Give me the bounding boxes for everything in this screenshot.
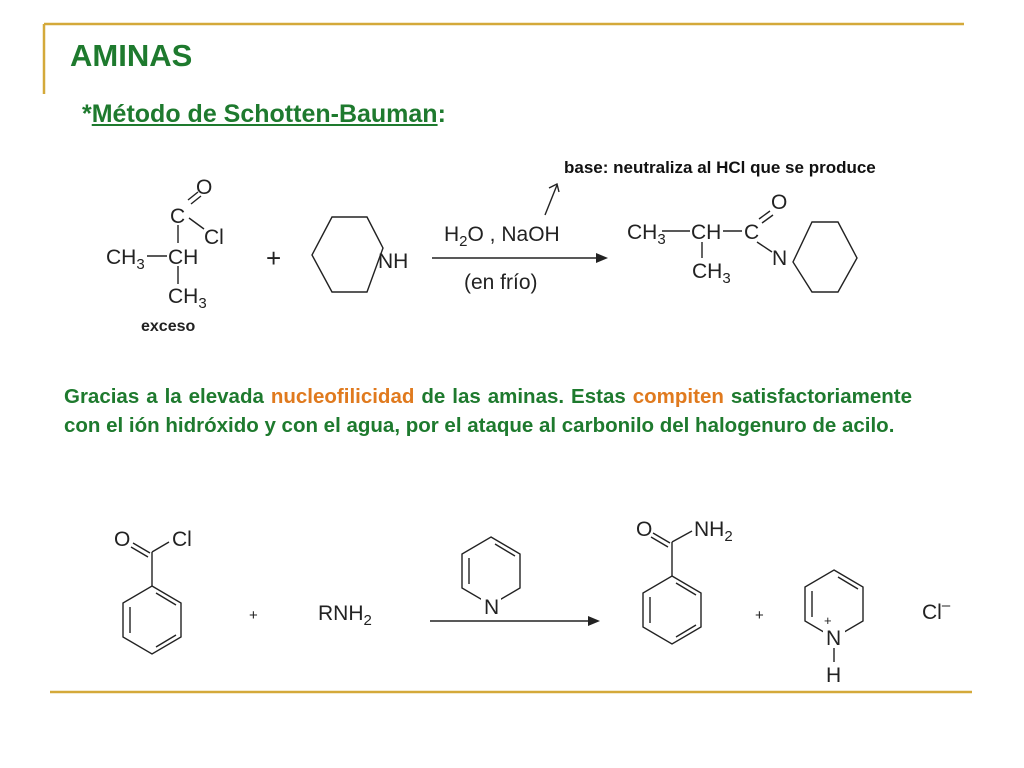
a-co-double-b xyxy=(651,537,668,547)
rnh2-sub: 2 xyxy=(363,612,372,629)
pyridinium-h-label: H xyxy=(826,664,842,687)
chloride-charge: – xyxy=(941,597,951,614)
cond-rest: O , NaOH xyxy=(467,223,560,246)
r1-plus: + xyxy=(266,243,282,273)
slide-title: AMINAS xyxy=(70,38,193,73)
r2-cl-label: Cl xyxy=(172,528,192,551)
r1-ch3-bottom-sub: 3 xyxy=(198,295,207,312)
r1-ch3-bottom-main: CH xyxy=(168,285,199,308)
para-text-3: satisfactoriamente con el ión hidróxido y con el agua, por el ataque al carbonilo del halogenuro de acilo. xyxy=(64,385,913,437)
pyridinium-charge: + xyxy=(824,613,832,628)
nh2-label xyxy=(694,518,733,545)
chloride-label xyxy=(922,597,951,624)
r1-ch-label: CH xyxy=(168,246,199,269)
reaction-arrow-2-head xyxy=(588,616,600,626)
p-c-label: C xyxy=(744,221,760,244)
subtitle-prefix: * xyxy=(82,100,92,128)
r1-c-label: C xyxy=(170,205,186,228)
para-text-1: Gracias a la elevada xyxy=(64,385,271,408)
p-ch3-bottom-main: CH xyxy=(692,260,723,283)
subtitle-suffix: : xyxy=(437,100,446,128)
rnh2-main: RNH xyxy=(318,602,364,625)
r1-cl-label: Cl xyxy=(204,226,224,249)
b-co-double-b xyxy=(131,547,148,557)
para-highlight-2: compiten xyxy=(632,385,724,408)
r1-condition-2: (en frío) xyxy=(464,271,538,294)
excess-label: exceso xyxy=(141,318,196,335)
rnh2-label xyxy=(318,602,372,629)
cond-h: H xyxy=(444,223,460,246)
cond-h-sub: 2 xyxy=(459,233,468,250)
r1-o-label: O xyxy=(196,176,213,199)
benzene-ring-1 xyxy=(123,586,181,654)
nh2-main: NH xyxy=(694,518,725,541)
piperidine-nh: NH xyxy=(378,250,409,273)
r2-plus-1: + xyxy=(249,607,258,624)
r2-amide-o: O xyxy=(636,518,653,541)
p-ch-label: CH xyxy=(691,221,722,244)
para-text-2: de las aminas. Estas xyxy=(414,385,633,408)
subtitle-main: Método de Schotten-Bauman xyxy=(91,100,438,128)
b-c-cl-bond xyxy=(152,542,169,552)
p-n-label: N xyxy=(772,247,788,270)
r2-o-label: O xyxy=(114,528,131,551)
r1-ch3-left-main: CH xyxy=(106,246,137,269)
nh2-sub: 2 xyxy=(724,528,733,545)
pyridine-n-label: N xyxy=(484,596,500,619)
p-ch3-left-sub: 3 xyxy=(657,231,666,248)
a-co-double-a xyxy=(653,533,670,543)
p-ch3-left-main: CH xyxy=(627,221,658,244)
p-o-label: O xyxy=(771,191,788,214)
p-ch3-bottom-sub: 3 xyxy=(722,270,731,287)
pyridine-ring xyxy=(462,537,520,605)
a-c-n-bond xyxy=(672,531,692,542)
para-highlight-1: nucleofilicidad xyxy=(270,385,415,408)
b-co-double-a xyxy=(133,543,150,553)
base-note: base: neutraliza al HCl que se produce xyxy=(564,158,876,177)
r1-ch3-left-sub: 3 xyxy=(136,256,145,273)
pyridinium-n-label: N xyxy=(826,627,842,650)
r2-plus-2: + xyxy=(755,607,764,624)
chloride-main: Cl xyxy=(922,601,942,624)
benzene-ring-2 xyxy=(643,576,701,644)
